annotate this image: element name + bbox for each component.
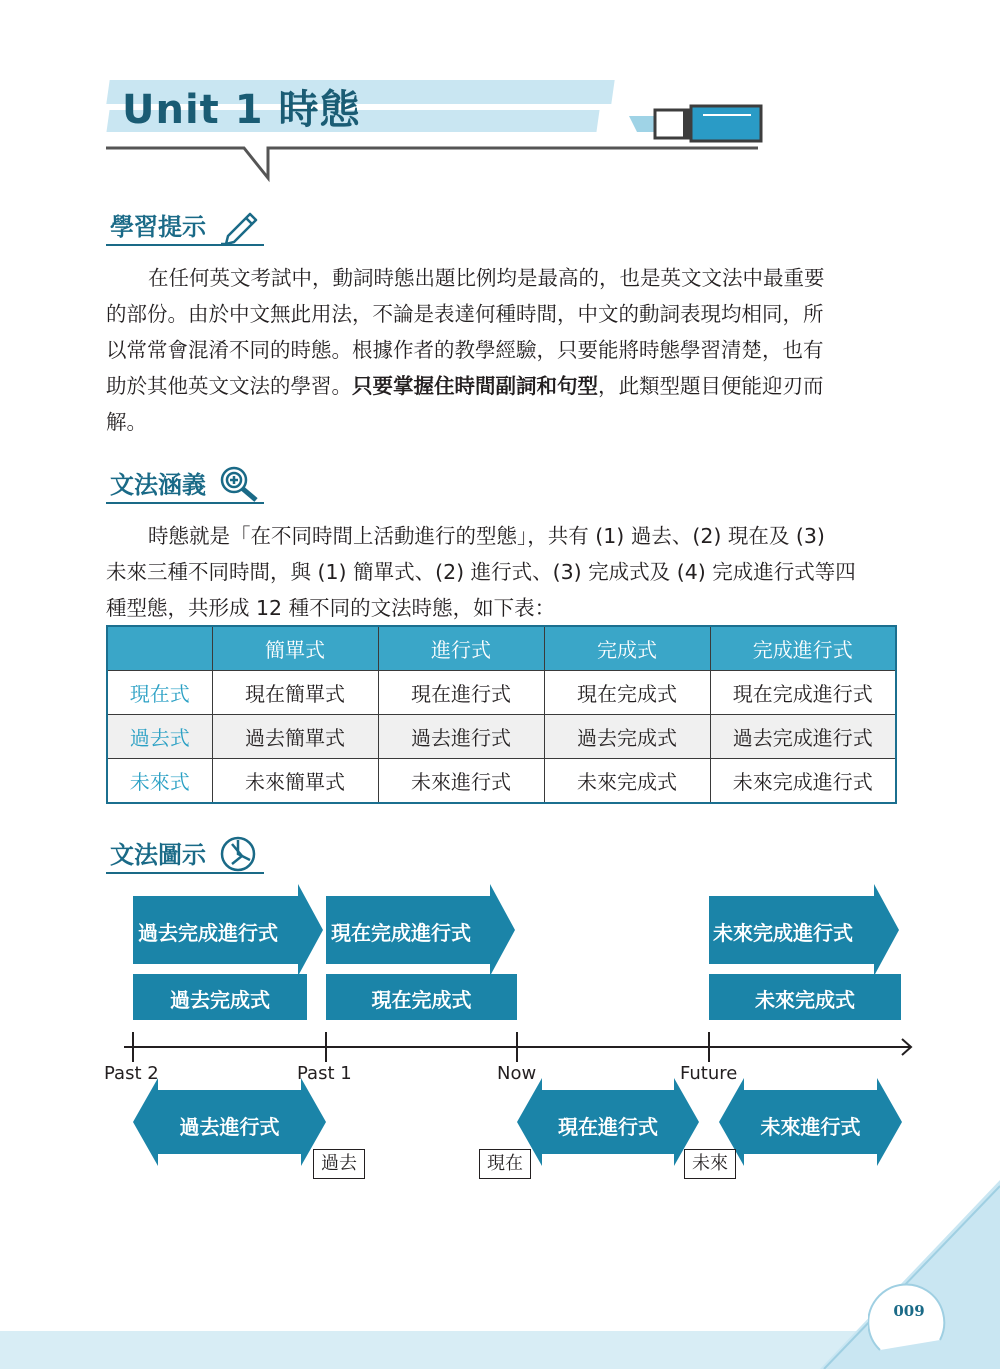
tips-line-3: 以常常會混淆不同的時態。根據作者的教學經驗，只要能將時態學習清楚，也有	[106, 338, 824, 362]
column-header-perfect: 完成式	[544, 626, 710, 671]
pencil-icon	[218, 206, 262, 246]
tips-paragraph	[106, 260, 896, 440]
period-box-past: 過去	[313, 1149, 365, 1179]
period-box-future: 未來	[684, 1149, 736, 1179]
pie-chart-icon	[218, 834, 262, 874]
section-title-diagram: 文法圖示	[110, 841, 206, 869]
label-past-perfect-progressive: 過去完成進行式	[138, 921, 278, 945]
table-cell: 過去完成式	[544, 715, 710, 759]
tips-line-4: 助於其他英文文法的學習。只要掌握住時間副詞和句型，此類型題目便能迎刃而	[106, 374, 824, 398]
tips-line-2: 的部份。由於中文無此用法，不論是表達何種時間，中文的動詞表現均相同，所	[106, 302, 824, 326]
meaning-line-2: 未來三種不同時間，與 (1) 簡單式、(2) 進行式、(3) 完成式及 (4) 完成進行式等四	[106, 560, 856, 584]
table-header-row	[107, 626, 896, 671]
label-present-perfect-progressive: 現在完成進行式	[331, 921, 471, 945]
table-cell: 過去進行式	[378, 715, 544, 759]
table-cell: 現在進行式	[378, 671, 544, 715]
label-future-progressive: 未來進行式	[760, 1115, 861, 1139]
label-future-perfect: 未來完成式	[755, 988, 855, 1012]
row-header-past: 過去式	[107, 715, 212, 759]
label-present-perfect: 現在完成式	[371, 988, 472, 1012]
tense-table	[106, 625, 897, 804]
column-header-perfect-progressive: 完成進行式	[710, 626, 896, 671]
tick-label-now: Now	[497, 1063, 537, 1084]
table-cell: 未來進行式	[378, 759, 544, 804]
section-underline-tips	[106, 244, 264, 246]
column-header-simple: 簡單式	[212, 626, 378, 671]
table-cell: 未來簡單式	[212, 759, 378, 804]
label-future-perfect-progressive: 未來完成進行式	[713, 921, 853, 945]
row-header-future: 未來式	[107, 759, 212, 804]
table-cell: 現在完成進行式	[710, 671, 896, 715]
tips-line-5: 解。	[106, 410, 147, 434]
table-row	[107, 759, 896, 804]
meaning-line-3: 種型態，共形成 12 種不同的文法時態，如下表：	[106, 596, 556, 620]
tips-line-1: 在任何英文考試中，動詞時態出題比例均是最高的，也是英文文法中最重要	[148, 266, 825, 290]
section-title-meaning: 文法涵義	[110, 471, 206, 499]
page-title: Unit 1 時態	[122, 87, 361, 133]
table-cell: 現在完成式	[544, 671, 710, 715]
table-cell: 過去簡單式	[212, 715, 378, 759]
row-header-present: 現在式	[107, 671, 212, 715]
meaning-paragraph	[106, 518, 896, 626]
period-box-present: 現在	[479, 1149, 531, 1179]
section-underline-diagram	[106, 872, 264, 874]
table-cell: 現在簡單式	[212, 671, 378, 715]
section-underline-meaning	[106, 502, 264, 504]
tick-label-future: Future	[680, 1063, 738, 1084]
table-row	[107, 671, 896, 715]
label-past-perfect: 過去完成式	[170, 988, 270, 1012]
tips-emphasis: 只要掌握住時間副詞和句型	[352, 374, 598, 398]
table-cell: 未來完成進行式	[710, 759, 896, 804]
tick-label-past1: Past 1	[297, 1063, 352, 1084]
table-corner-cell	[107, 626, 212, 671]
column-header-progressive: 進行式	[378, 626, 544, 671]
table-cell: 過去完成進行式	[710, 715, 896, 759]
magnifier-plus-icon	[218, 464, 262, 504]
meaning-line-1: 時態就是「在不同時間上活動進行的型態」，共有 (1) 過去、(2) 現在及 (3)	[148, 524, 825, 548]
page-number: 009	[893, 1302, 925, 1320]
tick-label-past2: Past 2	[104, 1063, 159, 1084]
marker-pen-icon	[625, 104, 765, 144]
table-row	[107, 715, 896, 759]
label-past-progressive: 過去進行式	[179, 1115, 280, 1139]
label-present-progressive: 現在進行式	[558, 1115, 658, 1139]
section-title-tips: 學習提示	[110, 213, 206, 241]
table-cell: 未來完成式	[544, 759, 710, 804]
